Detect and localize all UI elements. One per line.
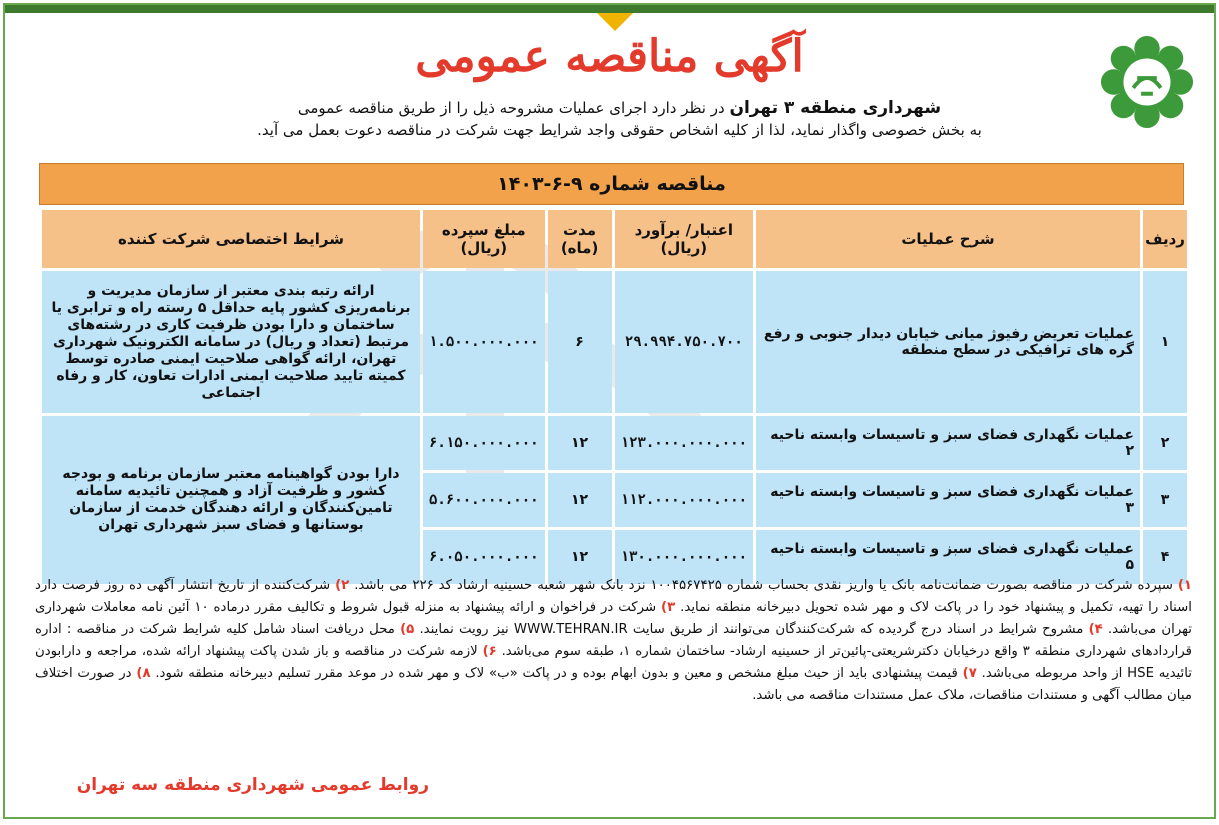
note-text: مشروح شرایط در اسناد درج گردیده که شرکت‌کنندگان می‌توانند از طریق سایت xyxy=(632,622,1084,637)
note-text: قیمت پیشنهادی باید از حیث مبلغ مشخص و معین و بدون ابهام بوده و در پاکت «ب» لاک و مهر شده در موعد مقرر تسلیم دبیرخانه منطقه شود. xyxy=(155,666,958,681)
row-description: عملیات نگهداری فضای سبز و تاسیسات وابسته ناحیه ۲ xyxy=(756,416,1140,470)
note-text: نیز رویت نمایند. xyxy=(419,622,509,637)
row-duration: ۶ xyxy=(548,271,612,413)
intro-line-1: در نظر دارد اجرای عملیات مشروحه ذیل را از طریق مناقصه عمومی xyxy=(297,99,725,117)
row-number: ۱ xyxy=(1143,271,1187,413)
table-header-row xyxy=(42,210,1187,268)
note-text: شرکت در فراخوان و ارائه پیشنهاد به منزله قبول شروط و تکالیف مقرر درماده ۱۰ آئین نامه معاملات شهرداری تهران می‌باشد. xyxy=(35,600,1193,637)
note-text: سپرده شرکت در مناقصه بصورت ضمانت‌نامه بانک یا واریز نقدی بحساب شماره ۱۰۰۴۵۶۷۴۲۵ نزد بانک شهر شعبه حسینیه ارشاد کد ۲۲۶ می باشد. xyxy=(354,578,1173,593)
header-duration: مدت (ماه) xyxy=(548,210,612,268)
header-deposit: مبلغ سپرده (ریال) xyxy=(423,210,545,268)
page-title: آگهی مناقصه عمومی xyxy=(415,31,804,82)
note-number: ۵) xyxy=(400,622,415,637)
note-text: در صورت اختلاف میان مطالب آگهی و مستندات مناقصات، ملاک عمل مستندات مناقصه می باشد. xyxy=(35,666,1192,703)
header-budget: اعتبار/ برآورد (ریال) xyxy=(615,210,753,268)
conditions-notes xyxy=(35,575,1192,707)
note-number: ۱) xyxy=(1177,578,1193,593)
row-conditions: دارا بودن گواهینامه معتبر سازمان برنامه و بودجه کشور و ظرفیت آزاد و همچنین تائیدیه سامانه تامین‌کنندگان و ارائه دهندگان خدمت از سازمان بوستانها و فضای سبز شهرداری تهران xyxy=(42,416,420,584)
row-duration: ۱۲ xyxy=(548,530,612,584)
note-number: ۲) xyxy=(335,578,350,593)
intro-text xyxy=(155,97,1084,141)
intro-line-2: به بخش خصوصی واگذار نماید، لذا از کلیه اشخاص حقوقی واجد شرایط جهت شرکت در مناقصه دعوت بعمل می آید. xyxy=(257,121,982,139)
public-relations-signature: روابط عمومی شهرداری منطقه سه تهران xyxy=(76,775,429,795)
row-number: ۲ xyxy=(1143,416,1187,470)
note-text: لازمه شرکت در مناقصه و باز شدن پاکت پیشنهاد ارائه شده، مراجعه و دارابودن تائیدیه HSE از واحد مربوطه می‌باشد. xyxy=(35,644,1193,681)
row-deposit: ۶.۱۵۰.۰۰۰.۰۰۰ xyxy=(423,416,545,470)
note-number: ۶) xyxy=(482,644,497,659)
row-budget: ۱۱۲.۰۰۰.۰۰۰.۰۰۰ xyxy=(615,473,753,527)
row-deposit: ۵.۶۰۰.۰۰۰.۰۰۰ xyxy=(423,473,545,527)
tender-advertisement xyxy=(3,3,1216,819)
note-number: ۸) xyxy=(136,666,151,681)
row-number: ۴ xyxy=(1143,530,1187,584)
organization-name: شهرداری منطقه ۳ تهران xyxy=(729,98,942,118)
top-yellow-marker xyxy=(597,13,633,31)
table-row xyxy=(42,271,1187,413)
row-deposit: ۱.۵۰۰.۰۰۰.۰۰۰ xyxy=(423,271,545,413)
note-text: شرکت‌کننده از تاریخ انتشار آگهی ده روز فرصت دارد اسناد را تهیه، تکمیل و پیشنهاد خود را در پاکت لاک و مهر شده تحویل دبیرخانه منطقه نماید. xyxy=(35,578,1193,615)
row-budget: ۱۲۳.۰۰۰.۰۰۰.۰۰۰ xyxy=(615,416,753,470)
note-number: ۴) xyxy=(1088,622,1103,637)
website-link[interactable]: WWW.TEHRAN.IR xyxy=(513,622,628,637)
row-number: ۳ xyxy=(1143,473,1187,527)
row-duration: ۱۲ xyxy=(548,473,612,527)
tender-number: مناقصه شماره ۹-۶-۱۴۰۳ xyxy=(39,163,1184,205)
row-budget: ۱۳۰.۰۰۰.۰۰۰.۰۰۰ xyxy=(615,530,753,584)
note-number: ۷) xyxy=(962,666,977,681)
row-description: عملیات نگهداری فضای سبز و تاسیسات وابسته ناحیه ۵ xyxy=(756,530,1140,584)
header-conditions: شرایط اختصاصی شرکت کننده xyxy=(42,210,420,268)
top-green-bar xyxy=(5,5,1214,13)
tender-table xyxy=(39,207,1190,587)
header-row-number: ردیف xyxy=(1143,210,1187,268)
table-row xyxy=(42,416,1187,470)
row-deposit: ۶.۰۵۰.۰۰۰.۰۰۰ xyxy=(423,530,545,584)
row-conditions: ارائه رتبه بندی معتبر از سازمان مدیریت و برنامه‌ریزی کشور پایه حداقل ۵ رسته راه و ترابری یا ساختمان و دارا بودن ظرفیت کاری در رشته‌های مرتبط (تعداد و ریال) در سامانه الکترونیک شهرداری تهران، ارائه گواهی صلاحیت ایمنی صادره توسط کمیته تایید صلاحیت ایمنی ادارات تعاون، کار و رفاه اجتماعی xyxy=(42,271,420,413)
row-duration: ۱۲ xyxy=(548,416,612,470)
row-description: عملیات تعریض رفیوژ میانی خیابان دیدار جنوبی و رفع گره های ترافیکی در سطح منطقه xyxy=(756,271,1140,413)
note-text: محل دریافت اسناد شامل کلیه شرایط شرکت در مناقصه : اداره قراردادهای شهرداری منطقه ۳ واقع درخیابان دکترشریعتی-پائین‌تر از حسینیه ارشاد- ساختمان شماره ۱، طبقه سوم می‌باشد. xyxy=(35,622,1192,659)
header-description: شرح عملیات xyxy=(756,210,1140,268)
row-budget: ۲۹.۹۹۴.۷۵۰.۷۰۰ xyxy=(615,271,753,413)
note-number: ۳) xyxy=(661,600,676,615)
row-description: عملیات نگهداری فضای سبز و تاسیسات وابسته ناحیه ۳ xyxy=(756,473,1140,527)
